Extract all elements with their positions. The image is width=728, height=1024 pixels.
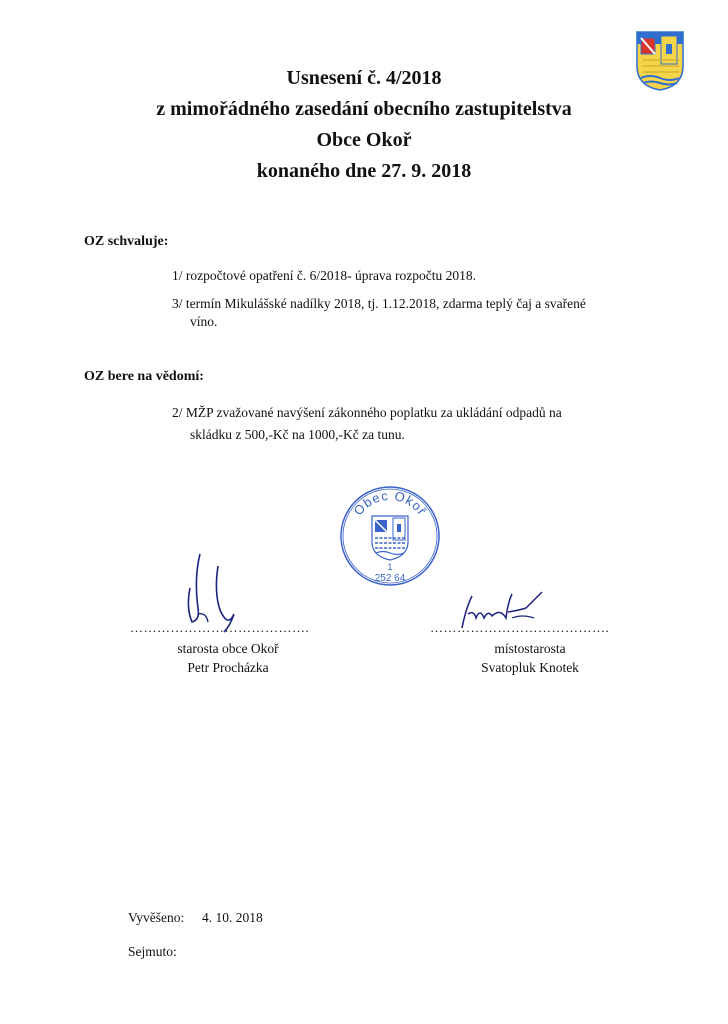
approves-heading: OZ schvaluje: [84, 234, 169, 249]
svg-text:Obec Okoř [350, 488, 430, 518]
stamp-ring-text: Obec Okoř [350, 487, 430, 519]
notes-heading: OZ bere na vědomí: [84, 369, 204, 384]
approves-item-3-cont: víno. [190, 314, 218, 329]
signature-left-role: starosta obce Okoř [177, 641, 279, 656]
title-line-2: z mimořádného zasedání obecního zastupitelstva [156, 98, 572, 120]
signature-right-name: Svatopluk Knotek [481, 660, 579, 675]
notes-item-2: 2/ MŽP zvažované navýšení zákonného poplatku za ukládání odpadů na [172, 405, 562, 420]
official-stamp [338, 484, 442, 588]
signature-right-role: místostarosta [494, 641, 566, 656]
approves-item-3: 3/ termín Mikulášské nadílky 2018, tj. 1.12.2018, zdarma teplý čaj a svařené [172, 296, 586, 311]
signature-line-left: …………………………………. [130, 620, 310, 635]
stamp-postcode: 252 64 [374, 573, 406, 584]
notes-item-2-cont: skládku z 500,-Kč na 1000,-Kč za tunu. [190, 427, 405, 442]
posted-label: Vyvěšeno: [128, 910, 185, 925]
signature-left-name: Petr Procházka [187, 660, 269, 675]
title-line-3: Obce Okoř [316, 129, 412, 151]
stamp-crest-icon [372, 516, 408, 560]
posted-date: 4. 10. 2018 [202, 910, 263, 925]
title-line-4: konaného dne 27. 9. 2018 [256, 160, 472, 182]
stamp-number: 1 [387, 562, 393, 572]
removed-label: Sejmuto: [128, 944, 177, 959]
title-line-1: Usnesení č. 4/2018 [286, 67, 442, 89]
approves-item-1: 1/ rozpočtové opatření č. 6/2018- úprava rozpočtu 2018. [172, 268, 477, 283]
signature-line-right: …………………………………. [430, 620, 610, 635]
